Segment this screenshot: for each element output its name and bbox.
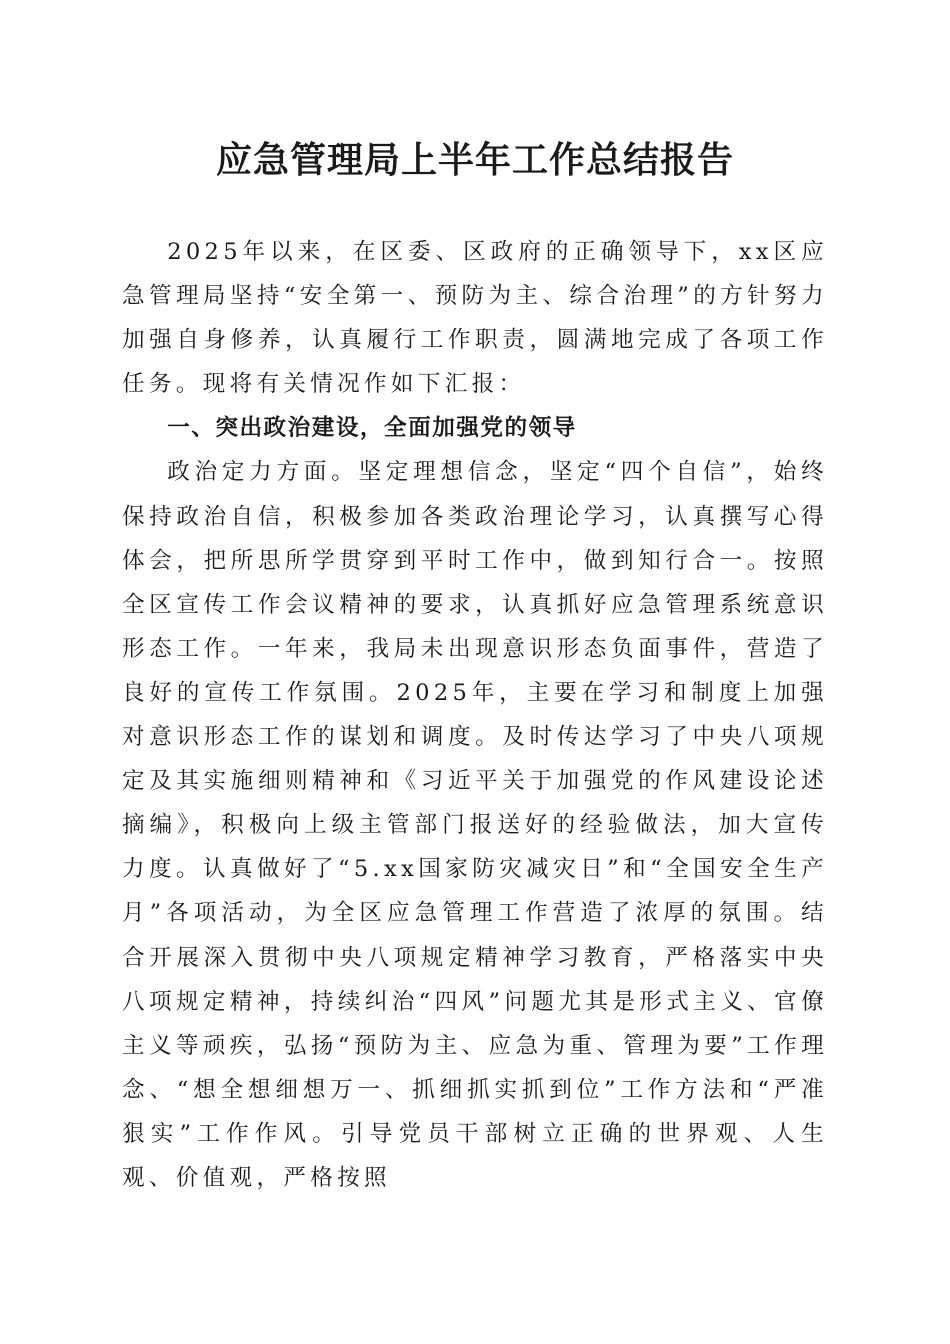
section-heading: 一、突出政治建设，全面加强党的领导	[167, 415, 577, 442]
document-body	[122, 230, 828, 1200]
document-title: 应急管理局上半年工作总结报告	[215, 139, 734, 181]
intro-paragraph: 2025年以来，在区委、区政府的正确领导下，xx区应急管理局坚持“安全第一、预防为主、综合治理”的方针努力加强自身修养，认真履行工作职责，圆满地完成了各项工作任务。现将有关情况作如下汇报：	[122, 239, 828, 398]
section-paragraph: 政治定力方面。坚定理想信念，坚定“四个自信”，始终保持政治自信，积极参加各类政治理论学习，认真撰写心得体会，把所思所学贯穿到平时工作中，做到知行合一。按照全区宣传工作会议精神的要求，认真抓好应急管理系统意识形态工作。一年来，我局未出现意识形态负面事件，营造了良好的宣传工作氛围。2025年，主要在学习和制度上加强对意识形态工作的谋划和调度。及时传达学习了中央八项规定及其实施细则精神和《习近平关于加强党的作风建设论述摘编》，积极向上级主管部门报送好的经验做法，加大宣传力度。认真做好了“5.xx国家防灾减灾日”和“全国安全生产月”各项活动，为全区应急管理工作营造了浓厚的氛围。结合开展深入贯彻中央八项规定精神学习教育，严格落实中央八项规定精神，持续纠治“四风”问题尤其是形式主义、官僚主义等顽疾，弘扬“预防为主、应急为重、管理为要”工作理念、“想全想细想万一、抓细抓实抓到位”工作方法和“严准狠实”工作作风。引导党员干部树立正确的世界观、人生观、价值观，严格按照	[122, 459, 828, 1191]
